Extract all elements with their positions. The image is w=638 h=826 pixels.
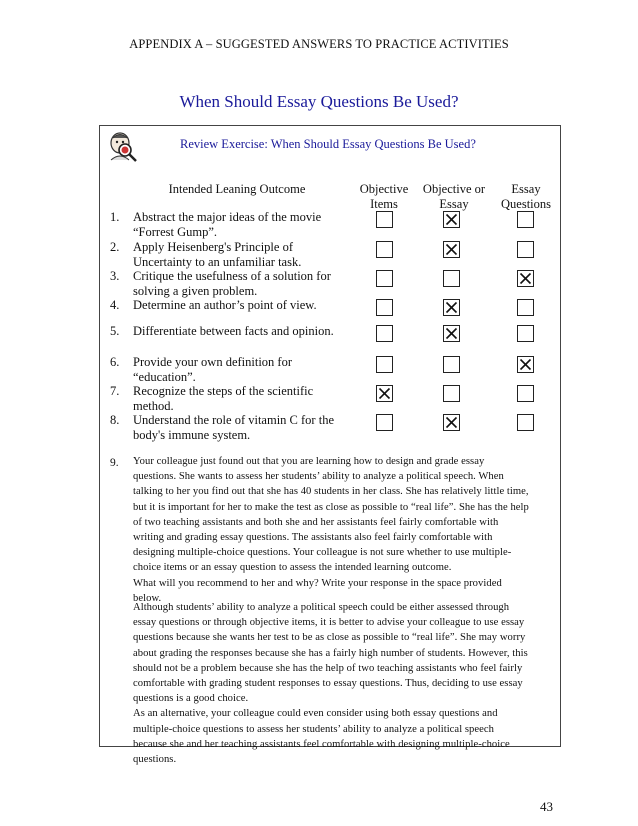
- answer-line: essay questions or through objective items, it is better to advise your colleague to use essay: [133, 617, 525, 629]
- page-title: When Should Essay Questions Be Used?: [179, 92, 459, 111]
- objective-checkbox[interactable]: [376, 325, 393, 342]
- essay-header-line: Essay: [511, 182, 541, 196]
- answer-line: comfortable with grading student responses to essay questions. Thus, deciding to use essay: [133, 678, 523, 690]
- objective-checkbox[interactable]: [376, 270, 393, 287]
- page-header: APPENDIX A – SUGGESTED ANSWERS TO PRACTICE ACTIVITIES: [129, 37, 509, 51]
- essay-column-header: [494, 182, 558, 212]
- essay-checkbox[interactable]: [517, 325, 534, 342]
- item-outcome-text: [133, 269, 343, 299]
- suggested-answer-text: [133, 600, 553, 767]
- item-outcome-text: [133, 210, 343, 240]
- objective-checkbox[interactable]: [376, 211, 393, 228]
- page-number: 43: [540, 799, 553, 814]
- item-number: 1.: [110, 210, 120, 224]
- item-outcome-line: Critique the usefulness of a solution for: [133, 269, 331, 283]
- item-number: 5.: [110, 324, 120, 338]
- item-outcome-line: Provide your own definition for: [133, 355, 293, 369]
- item-number: 6.: [110, 355, 120, 369]
- check-x-icon: [445, 327, 458, 340]
- essay-header-line: Questions: [501, 197, 551, 211]
- question-line: but it is important for her to make the test as close as possible to “real life”. She has the help: [133, 501, 529, 513]
- essay-checkbox[interactable]: [517, 414, 534, 431]
- answer-line: questions.: [133, 754, 177, 766]
- objective-checkbox[interactable]: [376, 356, 393, 373]
- question-line: of two teaching assistants and both she and her assistants feel fairly comfortable with: [133, 516, 499, 528]
- answer-line: questions is a good choice.: [133, 693, 249, 705]
- item-number: 8.: [110, 413, 120, 427]
- either-checkbox[interactable]: [443, 211, 460, 228]
- either-checkbox[interactable]: [443, 241, 460, 258]
- essay-checkbox[interactable]: [517, 385, 534, 402]
- essay-checkbox[interactable]: [517, 270, 534, 287]
- item-outcome-line: body's immune system.: [133, 428, 251, 442]
- objective-checkbox[interactable]: [376, 241, 393, 258]
- item-outcome-text: [133, 413, 343, 443]
- question-line: questions. She wants to assess her students’ ability to analyze a political speech. When: [133, 471, 504, 483]
- either-column-header: [414, 182, 494, 212]
- question-9-text: [133, 454, 553, 606]
- check-x-icon: [519, 272, 532, 285]
- outcome-column-header: Intended Leaning Outcome: [168, 182, 306, 196]
- question-line: talking to her you find out that she has 40 students in her class. She has relatively little time,: [133, 486, 529, 498]
- question-line: writing and grading essay questions. The assistants also feel fairly comfortable with: [133, 532, 493, 544]
- check-x-icon: [378, 387, 391, 400]
- item-number: 3.: [110, 269, 120, 283]
- check-x-icon: [445, 213, 458, 226]
- essay-checkbox[interactable]: [517, 356, 534, 373]
- check-x-icon: [445, 243, 458, 256]
- item-number: 2.: [110, 240, 120, 254]
- either-checkbox[interactable]: [443, 299, 460, 316]
- item-outcome-text: [133, 324, 343, 339]
- item-outcome-text: [133, 298, 343, 313]
- item-outcome-line: Abstract the major ideas of the movie: [133, 210, 322, 224]
- essay-checkbox[interactable]: [517, 241, 534, 258]
- check-x-icon: [445, 416, 458, 429]
- essay-checkbox[interactable]: [517, 299, 534, 316]
- item-outcome-line: Understand the role of vitamin C for the: [133, 413, 334, 427]
- item-outcome-line: “education”.: [133, 370, 196, 384]
- question-line: choice items or an essay question to assess the intended learning outcome.: [133, 562, 452, 574]
- answer-line: should not be a problem because she has the help of two teaching assistants who feel fairly: [133, 662, 523, 674]
- either-checkbox[interactable]: [443, 356, 460, 373]
- item-outcome-line: “Forrest Gump”.: [133, 225, 218, 239]
- answer-line: As an alternative, your colleague could even consider using both essay questions and: [133, 708, 498, 720]
- item-outcome-text: [133, 355, 343, 385]
- objective-checkbox[interactable]: [376, 299, 393, 316]
- objective-header-line: Items: [370, 197, 398, 211]
- answer-line: Although students’ ability to analyze a political speech could be either assessed through: [133, 602, 510, 613]
- check-x-icon: [445, 301, 458, 314]
- answer-line: about grading the responses because she has a fairly high number of students. However, this: [133, 647, 528, 659]
- question-line: What will you recommend to her and why? Write your response in the space provided: [133, 577, 502, 589]
- item-outcome-text: [133, 384, 343, 414]
- item-outcome-line: Determine an author’s point of view.: [133, 298, 317, 312]
- answer-line: questions because she wants her test to be as close as possible to “real life”. She may worry: [133, 632, 526, 644]
- item-outcome-line: solving a given problem.: [133, 284, 258, 298]
- objective-column-header: [352, 182, 416, 212]
- question-line: below.: [133, 592, 162, 604]
- item-outcome-line: Recognize the steps of the scientific: [133, 384, 314, 398]
- check-x-icon: [519, 358, 532, 371]
- either-checkbox[interactable]: [443, 270, 460, 287]
- review-exercise-title: Review Exercise: When Should Essay Questions Be Used?: [180, 137, 476, 151]
- either-checkbox[interactable]: [443, 385, 460, 402]
- objective-checkbox[interactable]: [376, 385, 393, 402]
- essay-checkbox[interactable]: [517, 211, 534, 228]
- item-outcome-line: Uncertainty to an unfamiliar task.: [133, 255, 302, 269]
- either-header-line: Objective or: [422, 182, 486, 196]
- objective-checkbox[interactable]: [376, 414, 393, 431]
- either-checkbox[interactable]: [443, 414, 460, 431]
- item-number: 4.: [110, 298, 120, 312]
- objective-header-line: Objective: [359, 182, 409, 196]
- magnifier-person-icon: [105, 130, 139, 164]
- question-line: Your colleague just found out that you are learning how to design and grade essay: [133, 456, 485, 467]
- item-number: 7.: [110, 384, 120, 398]
- question-line: designing multiple-choice questions. Your colleague is not sure whether to use multiple-: [133, 547, 512, 559]
- item-outcome-text: [133, 240, 343, 270]
- answer-line: because she and her teaching assistants feel comfortable with designing multiple-choice: [133, 738, 510, 750]
- either-checkbox[interactable]: [443, 325, 460, 342]
- either-header-line: Essay: [439, 197, 469, 211]
- item-outcome-line: Apply Heisenberg's Principle of: [133, 240, 293, 254]
- answer-line: multiple-choice questions to assess her students’ ability to analyze a political speech: [133, 723, 495, 735]
- item-outcome-line: Differentiate between facts and opinion.: [133, 324, 334, 338]
- question-9-number: 9.: [110, 457, 119, 469]
- item-outcome-line: method.: [133, 399, 174, 413]
